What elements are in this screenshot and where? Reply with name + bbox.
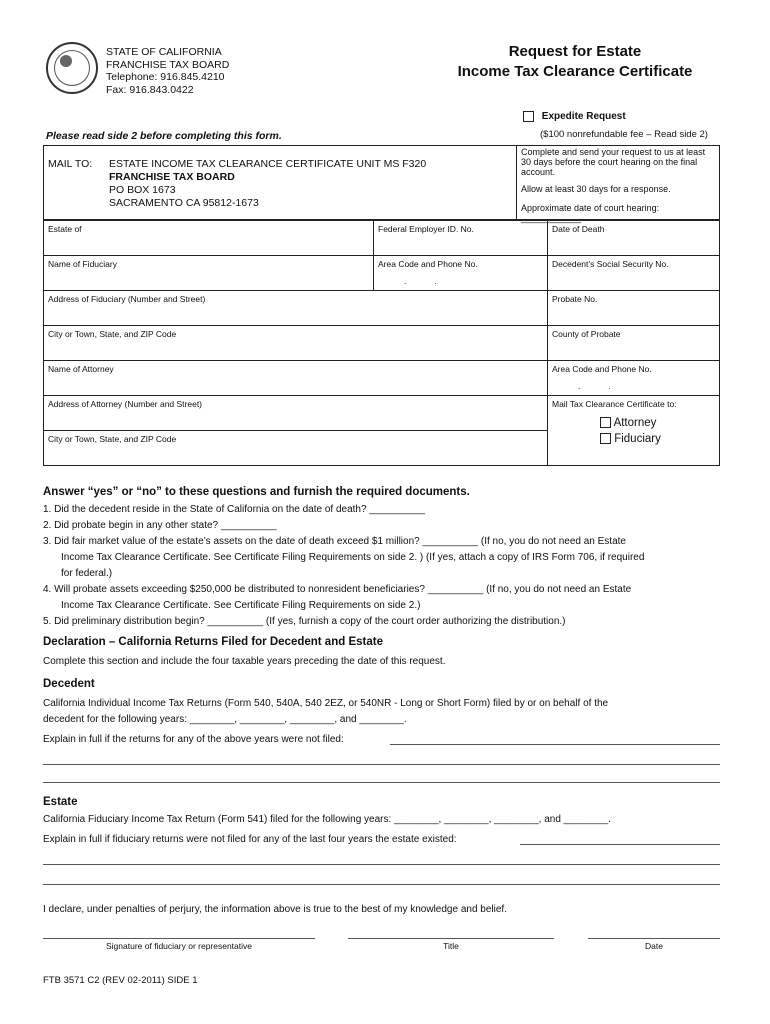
fiduciary-option[interactable]: Fiduciary — [600, 431, 661, 447]
mail-address: ESTATE INCOME TAX CLEARANCE CERTIFICATE UNIT MS F320 FRANCHISE TAX BOARD PO BOX 1673 SACRAMENTO CA 95812-1673 — [109, 158, 427, 209]
title-line[interactable] — [348, 938, 554, 939]
decedent-years-field[interactable]: decedent for the following years: ________, ________, ________, and ________. — [43, 714, 407, 725]
decedent-explain-label: Explain in full if the returns for any of the above years were not filed: — [43, 734, 344, 745]
fiduciary-phone-field[interactable]: Area Code and Phone No. .. — [374, 256, 548, 291]
agency-line: Fax: 916.843.0422 — [106, 83, 194, 96]
fein-field[interactable]: Federal Employer ID. No. — [374, 221, 548, 256]
question-5[interactable]: 5. Did preliminary distribution begin? __________ (If yes, furnish a copy of the court order authorizing the distribution.) — [43, 616, 566, 627]
expedite-checkbox[interactable] — [523, 111, 534, 122]
attorney-checkbox[interactable] — [600, 417, 611, 428]
title-label: Title — [443, 941, 459, 951]
form-footer: FTB 3571 C2 (REV 02-2011) SIDE 1 — [43, 975, 198, 986]
mail-cert-to-box: Mail Tax Clearance Certificate to: Attorney Fiduciary — [552, 399, 677, 445]
hearing-date-field[interactable]: Approximate date of court hearing: ____________ — [521, 203, 660, 223]
question-3[interactable]: 3. Did fair market value of the estate’s assets on the date of death exceed $1 million? __________ (If no, you do not need an Estate — [43, 536, 626, 547]
attorney-option[interactable]: Attorney — [600, 415, 661, 431]
estate-explain-line[interactable] — [520, 844, 720, 845]
estate-explain-line[interactable] — [43, 864, 720, 865]
decedent-ssn-field[interactable]: Decedent’s Social Security No. — [548, 256, 719, 291]
hearing-info-box — [517, 145, 720, 223]
estate-explain-label: Explain in full if fiduciary returns were not filed for any of the last four years the estate existed: — [43, 834, 457, 845]
attorney-address-field[interactable]: Address of Attorney (Number and Street) — [44, 396, 548, 431]
fiduciary-address-field[interactable]: Address of Fiduciary (Number and Street) — [44, 291, 548, 326]
expedite-row: Expedite Request — [523, 111, 626, 122]
estate-of-field[interactable]: Estate of — [44, 221, 374, 256]
read-side2-note: Please read side 2 before completing this form. — [46, 130, 282, 142]
perjury-statement: I declare, under penalties of perjury, the information above is true to the best of my knowledge and belief. — [43, 904, 507, 915]
attorney-phone-field[interactable]: Area Code and Phone No. .. — [548, 361, 719, 396]
declaration-heading: Declaration – California Returns Filed for Decedent and Estate — [43, 636, 383, 648]
fiduciary-name-field[interactable]: Name of Fiduciary — [44, 256, 374, 291]
date-line[interactable] — [588, 938, 720, 939]
estate-years-field[interactable]: California Fiduciary Income Tax Return (Form 541) filed for the following years: ________, ________, ________, and ________. — [43, 814, 611, 825]
mail-to-label: MAIL TO: — [48, 158, 93, 170]
mail-to-box — [43, 145, 517, 220]
decedent-explain-line[interactable] — [390, 744, 720, 745]
question-4[interactable]: 4. Will probate assets exceeding $250,000 be distributed to nonresident beneficiaries? __________ (If no, you do not need an Estate — [43, 584, 632, 595]
signature-line[interactable] — [43, 938, 315, 939]
fiduciary-city-field[interactable]: City or Town, State, and ZIP Code — [44, 326, 548, 361]
decedent-returns: California Individual Income Tax Returns (Form 540, 540A, 540 2EZ, or 540NR - Long or Short Form) filed by or on behalf of the — [43, 698, 609, 709]
info-grid — [43, 220, 720, 466]
declaration-intro: Complete this section and include the four taxable years preceding the date of this request. — [43, 656, 446, 667]
questions-heading: Answer “yes” or “no” to these questions and furnish the required documents. — [43, 486, 470, 498]
probate-no-field[interactable]: Probate No. — [548, 291, 719, 326]
question-2[interactable]: 2. Did probate begin in any other state? __________ — [43, 520, 277, 531]
hearing-instructions: Complete and send your request to us at least 30 days before the court hearing on the final account. — [521, 147, 706, 177]
state-seal-icon — [46, 42, 98, 94]
agency-line: STATE OF CALIFORNIA — [106, 46, 222, 58]
expedite-fee: ($100 nonrefundable fee – Read side 2) — [540, 129, 708, 140]
agency-line: Telephone: 916.845.4210 — [106, 71, 225, 83]
question-1[interactable]: 1. Did the decedent reside in the State of California on the date of death? __________ — [43, 504, 425, 515]
question-4-cont: Income Tax Clearance Certificate. See Certificate Filing Requirements on side 2.) — [61, 600, 421, 611]
date-of-death-field[interactable]: Date of Death — [548, 221, 719, 256]
attorney-city-field[interactable]: City or Town, State, and ZIP Code — [44, 431, 548, 465]
signature-label: Signature of fiduciary or representative — [106, 941, 252, 951]
decedent-explain-line[interactable] — [43, 782, 720, 783]
response-time: Allow at least 30 days for a response. — [521, 184, 671, 194]
estate-explain-line[interactable] — [43, 884, 720, 885]
decedent-heading: Decedent — [43, 678, 95, 690]
attorney-name-field[interactable]: Name of Attorney — [44, 361, 548, 396]
decedent-explain-line[interactable] — [43, 764, 720, 765]
fiduciary-checkbox[interactable] — [600, 433, 611, 444]
question-3-cont2: for federal.) — [61, 568, 113, 579]
question-3-cont: Income Tax Clearance Certificate. See Certificate Filing Requirements on side 2. ) (If yes, attach a copy of IRS Form 706, if required — [61, 552, 645, 563]
county-probate-field[interactable]: County of Probate — [548, 326, 719, 361]
agency-info — [106, 46, 229, 96]
form-title: Request for Estate Income Tax Clearance Certificate — [457, 43, 693, 80]
date-label: Date — [645, 941, 663, 951]
agency-line: FRANCHISE TAX BOARD — [106, 58, 230, 71]
estate-heading: Estate — [43, 796, 78, 808]
